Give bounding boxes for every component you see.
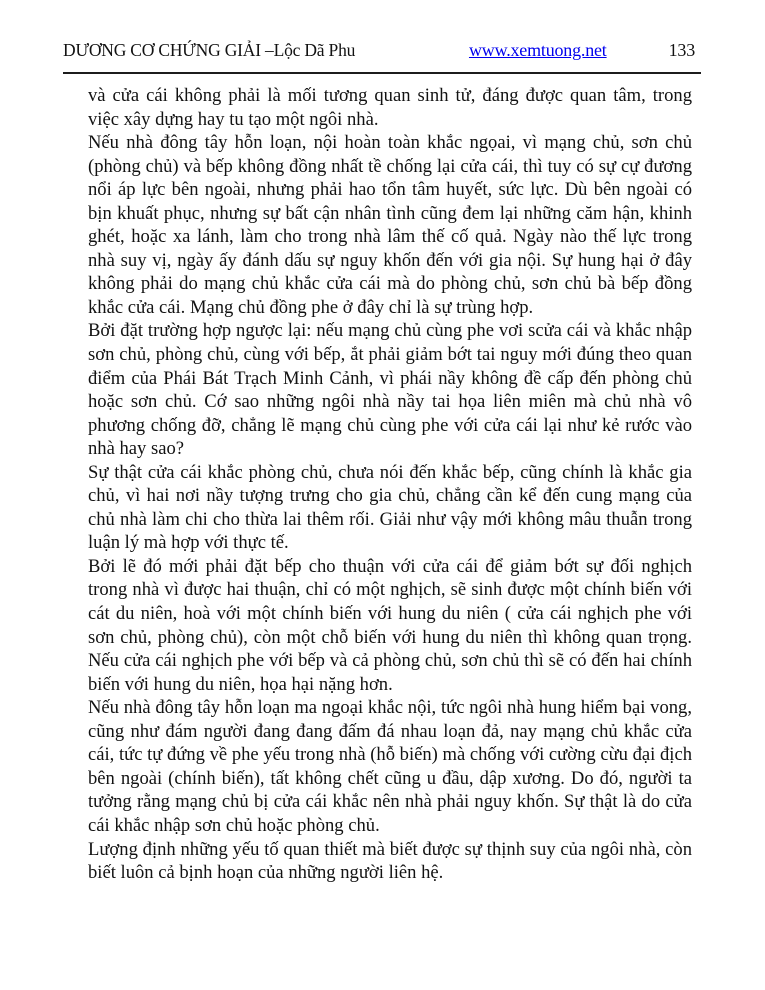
- header-divider: [63, 72, 701, 74]
- page-header: [63, 40, 695, 61]
- paragraph: Nếu nhà đông tây hỗn loạn ma ngoại khắc nội, tức ngôi nhà hung hiểm bại vong, cũng như đám người đang đang đấm đá nhau loạn đả, nay mạng chủ khắc cửa cái, tức tự đứng về phe yếu trong nhà (hỗ biến) mà chống với cường cừu đại địch bên ngoài (chính biến), tất không chết cũng u đầu, dập xương. Do đó, người ta tưởng rằng mạng chủ bị cửa cái khắc nên nhà phải nguy khốn. Sự thật là do cửa cái khắc nhập sơn chủ hoặc phòng chủ.: [88, 697, 692, 836]
- paragraph: và cửa cái không phải là mối tương quan sinh tử, đáng được quan tâm, trong việc xây dựng hay tu tạo một ngôi nhà.: [88, 85, 692, 130]
- paragraph: Bởi đặt trường hợp ngược lại: nếu mạng chủ cùng phe vơi scửa cái và khắc nhập sơn chủ, phòng chủ, cùng với bếp, ắt phải giảm bớt tai nguy mới đúng theo quan điểm của Phái Bát Trạch Minh Cảnh, vì phái nầy không đề cấp đến phòng chủ hoặc sơn chủ. Cớ sao những ngôi nhà nầy tai họa liên miên mà chủ nhà vô phương chống đỡ, chẳng lẽ mạng chủ cùng phe với cửa cái lại như kẻ rước vào nhà hay sao?: [88, 320, 692, 460]
- page-number: 133: [668, 40, 695, 60]
- paragraph: Sự thật cửa cái khắc phòng chủ, chưa nói đến khắc bếp, cũng chính là khắc gia chủ, vì hai nơi nầy tượng trưng cho gia chủ, chẳng cần kể đến cung mạng của chủ nhà làm chi cho thừa lai thêm rối. Giải như vậy mới không mâu thuẫn trong luận lý mà hợp với thực tế.: [88, 461, 692, 554]
- paragraph: Lượng định những yếu tố quan thiết mà biết được sự thịnh suy của ngôi nhà, còn biết luôn cả bịnh hoạn của những người liên hệ.: [88, 838, 692, 884]
- website-link[interactable]: www.xemtuong.net: [468, 40, 607, 60]
- document-title: DƯƠNG CƠ CHỨNG GIẢI –Lộc Dã Phu: [63, 40, 356, 60]
- paragraph: Nếu nhà đông tây hỗn loạn, nội hoàn toàn khắc ngọai, vì mạng chủ, sơn chủ (phòng chủ) và bếp không đồng nhất tề chống lại cửa cái, thì tuy có sự cự đương nổi áp lực bên ngoài, nhưng phải hao tổn tâm huyết, sức lực. Dù bên ngoài có bịn khuất phục, nhưng sự bất cận nhân tình cũng đem lại những căm hận, khinh ghét, hoặc xa lánh, làm cho trong nhà lâm thế cố quả. Ngày nào thế lực trong nhà suy vị, ngày ấy đánh dấu sự nguy khốn đến với gia nội. Sự hung hại ở đây không phải do mạng chủ khắc cửa cái mà do phòng chủ, sơn chủ bà bếp đồng khắc cửa cái. Mạng chủ đồng phe ở đây chỉ là sự trùng hợp.: [88, 132, 692, 318]
- document-body: [88, 84, 692, 885]
- paragraph: Bởi lẽ đó mới phải đặt bếp cho thuận với cửa cái để giảm bớt sự đối nghịch trong nhà vì được hai thuận, chỉ có một nghịch, sẽ sinh được một chính biến với cát du niên, hoà với một chính biến với hung du niên ( cửa cái nghịch phe với sơn chủ, phòng chủ), còn một chỗ biến với hung du niên thì không quan trọng. Nếu cửa cái nghịch phe với bếp và cả phòng chủ, sơn chủ thì sẽ có đến hai chính biến với hung du niên, họa hại nặng hơn.: [88, 555, 692, 695]
